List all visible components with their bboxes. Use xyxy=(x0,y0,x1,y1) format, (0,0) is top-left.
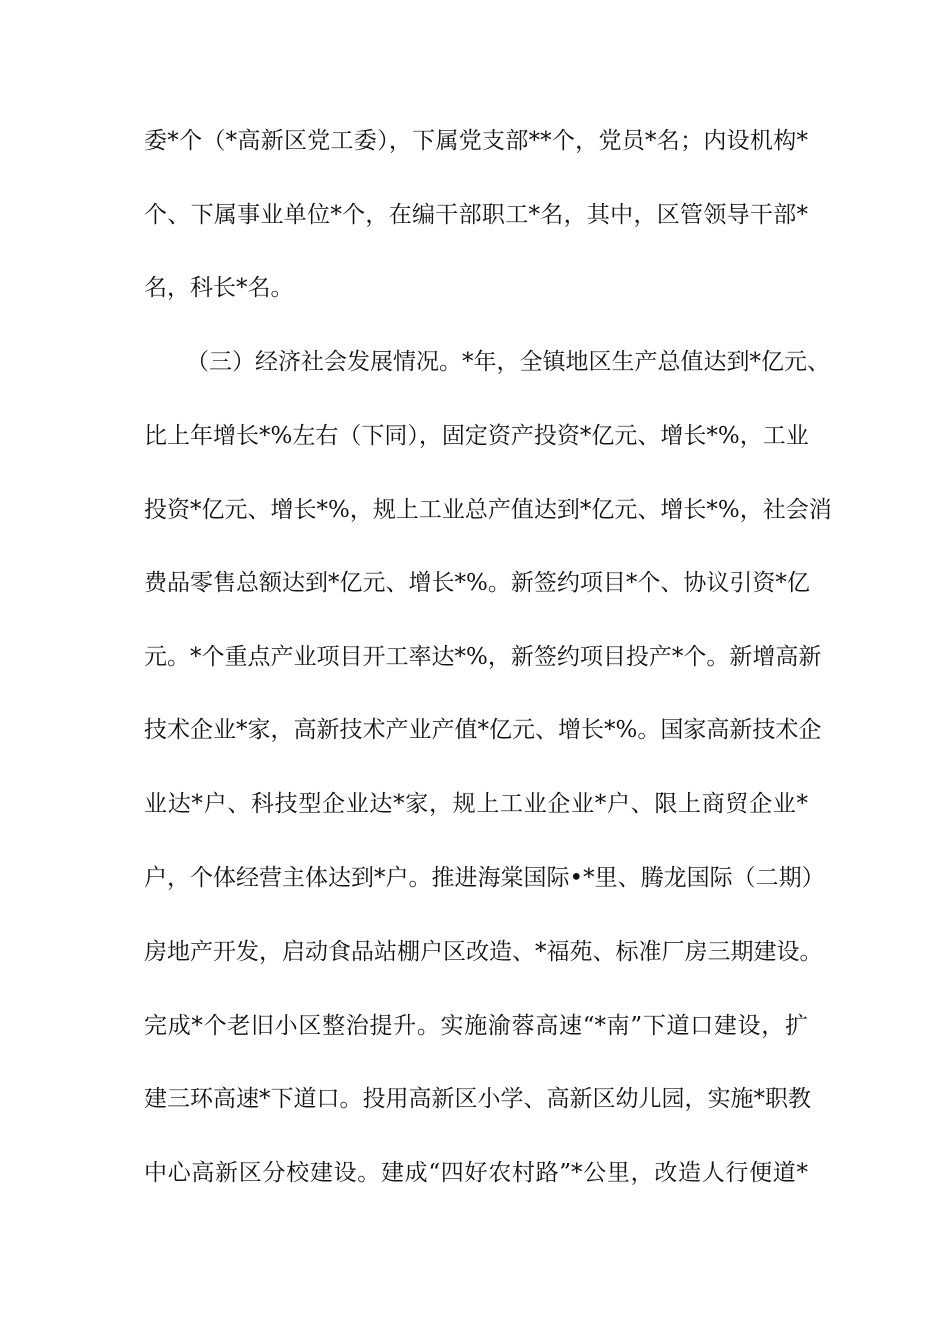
text-line-10: 业达*户、科技型企业达*家，规上工业企业*户、限上商贸企业* xyxy=(144,791,808,817)
text-line-4: （三）经济社会发展情况。*年，全镇地区生产总值达到*亿元、 xyxy=(186,349,830,375)
text-line-8: 元。*个重点产业项目开工率达*%，新签约项目投产*个。新增高新 xyxy=(144,644,822,670)
text-line-6: 投资*亿元、增长*%，规上工业总产值达到*亿元、增长*%，社会消 xyxy=(144,497,832,523)
text-line-3: 名，科长*名。 xyxy=(144,275,294,301)
text-line-2: 个、下属事业单位*个，在编干部职工*名，其中，区管领导干部* xyxy=(144,202,808,228)
text-line-1: 委*个（*高新区党工委），下属党支部**个，党员*名；内设机构* xyxy=(144,128,808,154)
text-line-13: 完成*个老旧小区整治提升。实施渝蓉高速“*南”下道口建设，扩 xyxy=(144,1013,808,1039)
text-line-15: 中心高新区分校建设。建成“四好农村路”*公里，改造人行便道* xyxy=(144,1160,808,1186)
text-line-7: 费品零售总额达到*亿元、增长*%。新签约项目*个、协议引资*亿 xyxy=(144,570,810,596)
text-line-5: 比上年增长*%左右（下同），固定资产投资*亿元、增长*%，工业 xyxy=(144,423,809,449)
text-line-14: 建三环高速*下道口。投用高新区小学、高新区幼儿园，实施*职教 xyxy=(144,1086,811,1112)
text-line-11: 户，个体经营主体达到*户。推进海棠国际•*里、腾龙国际（二期） xyxy=(144,865,825,891)
text-line-12: 房地产开发，启动食品站棚户区改造、*福苑、标准厂房三期建设。 xyxy=(144,939,823,965)
text-line-9: 技术企业*家，高新技术产业产值*亿元、增长*%。国家高新技术企 xyxy=(144,717,822,743)
